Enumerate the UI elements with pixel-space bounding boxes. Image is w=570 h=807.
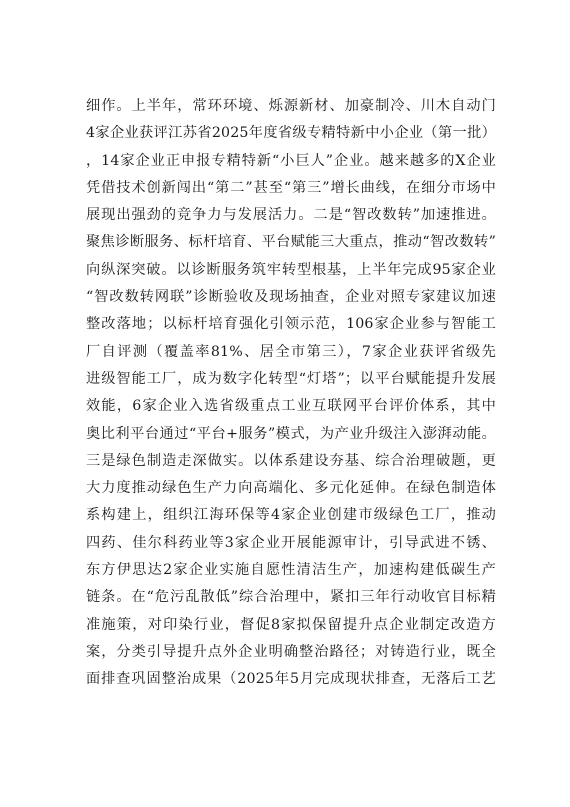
text-line: 展现出强劲的竞争力与发展活力。二是“智改数转”加速推进。 bbox=[86, 207, 496, 224]
text-line: 效能，6家企业入选省级重点工业互联网平台评价体系，其中 bbox=[86, 398, 496, 415]
text-line: 大力度推动绿色生产力向高端化、多元化延伸。在绿色制造体 bbox=[86, 480, 496, 497]
text-line: ，14家企业正申报专精特新“小巨人”企业。越来越多的X企业 bbox=[86, 152, 496, 169]
text-line: 整改落地；以标杆培育强化引领示范，106家企业参与智能工 bbox=[86, 316, 496, 333]
body-text bbox=[86, 93, 496, 694]
text-line: 向纵深突破。以诊断服务筑牢转型根基，上半年完成95家企业 bbox=[86, 261, 496, 278]
text-line: 厂自评测（覆盖率81%、居全市第三），7家企业获评省级先 bbox=[86, 343, 496, 360]
text-line: 四药、佳尔科药业等3家企业开展能源审计，引导武进不锈、 bbox=[86, 534, 496, 551]
text-line: 细作。上半年，常环环境、烁源新材、加豪制冷、川木自动门 bbox=[86, 98, 496, 114]
text-line: “智改数转网联”诊断验收及现场抽查，企业对照专家建议加速 bbox=[86, 289, 496, 306]
text-line: 进级智能工厂，成为数字化转型“灯塔”；以平台赋能提升发展 bbox=[86, 370, 496, 387]
text-line: 案，分类引导提升点外企业明确整治路径；对铸造行业，既全 bbox=[86, 643, 496, 660]
text-line: 东方伊思达2家企业实施自愿性清洁生产，加速构建低碳生产 bbox=[86, 562, 496, 579]
text-line: 聚焦诊断服务、标杆培育、平台赋能三大重点，推动“智改数转” bbox=[86, 234, 496, 251]
text-line: 奥比利平台通过“平台+服务”模式，为产业升级注入澎湃动能。 bbox=[86, 425, 496, 442]
text-line: 凭借技术创新闯出“第二”甚至“第三”增长曲线，在细分市场中 bbox=[86, 179, 496, 196]
text-line: 准施策，对印染行业，督促8家拟保留提升点企业制定改造方 bbox=[86, 616, 496, 633]
text-line: 面排查巩固整治成果（2025年5月完成现状排查，无落后工艺 bbox=[86, 671, 496, 688]
text-line: 链条。在“危污乱散低”综合治理中，紧扣三年行动收官目标精 bbox=[86, 589, 496, 606]
text-line: 三是绿色制造走深做实。以体系建设夯基、综合治理破题，更 bbox=[86, 452, 496, 469]
text-line: 4家企业获评江苏省2025年度省级专精特新中小企业（第一批） bbox=[86, 125, 496, 142]
text-line: 系构建上，组织江海环保等4家企业创建市级绿色工厂，推动 bbox=[86, 507, 496, 524]
